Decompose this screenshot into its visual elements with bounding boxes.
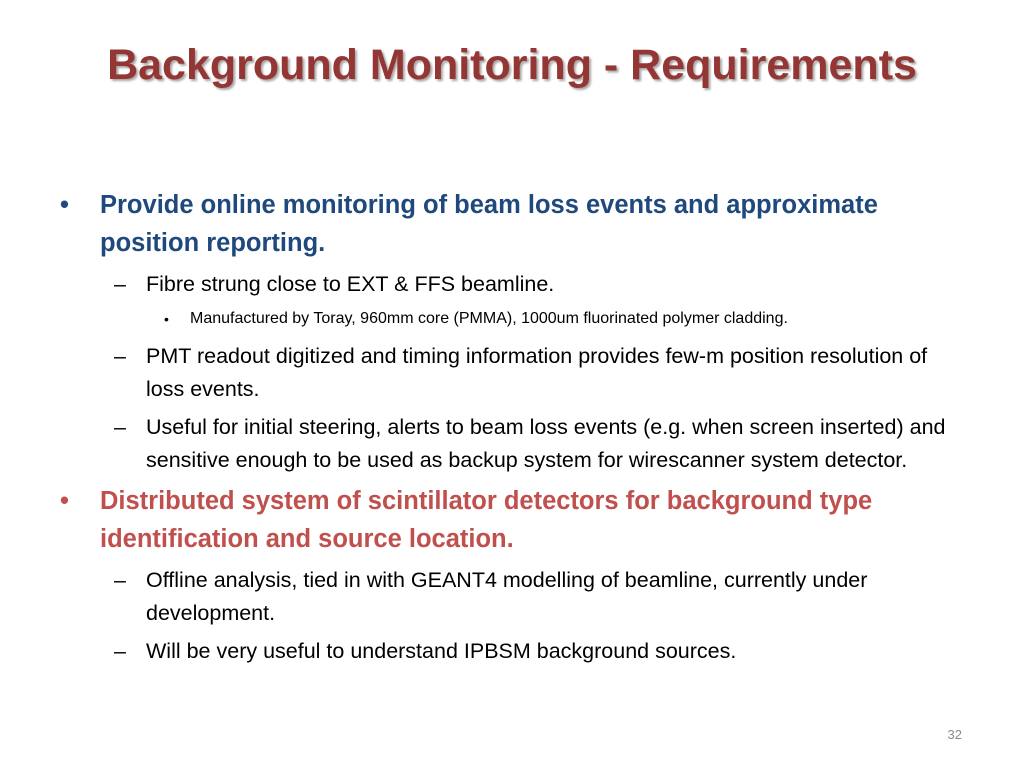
slide-body [60, 186, 970, 673]
subbullet-text: Offline analysis, tied in with GEANT4 modelling of beamline, currently under development. [146, 568, 868, 625]
dash-marker: – [114, 639, 126, 663]
page-number: 32 [947, 727, 962, 742]
bullet-monitoring [60, 186, 970, 262]
small-bullet-marker: • [164, 311, 169, 327]
subbullet-text: PMT readout digitized and timing information provides few-m position resolution of loss events. [146, 344, 928, 401]
dash-marker: – [114, 568, 126, 592]
subbullet-pmt [60, 340, 970, 406]
subsubbullet-text: Manufactured by Toray, 960mm core (PMMA), 1000um fluorinated polymer cladding. [190, 310, 788, 327]
bullet-scintillator [60, 482, 970, 558]
bullet-text: Distributed system of scintillator detectors for background type identification and source location. [100, 487, 873, 553]
dash-marker: – [114, 272, 126, 296]
subsubbullet-manufacturer [60, 306, 970, 332]
subbullet-fibre [60, 268, 970, 301]
bullet-marker: • [60, 191, 69, 219]
subbullet-text: Useful for initial steering, alerts to beam loss events (e.g. when screen inserted) and sensitive enough to be used as backup system for wirescanner system detector. [146, 415, 946, 472]
subbullet-offline [60, 564, 970, 630]
subbullet-ipbsm [60, 635, 970, 668]
subbullet-text: Fibre strung close to EXT & FFS beamline. [146, 272, 555, 296]
dash-marker: – [114, 415, 126, 439]
bullet-text: Provide online monitoring of beam loss events and approximate position reporting. [100, 191, 878, 257]
subbullet-text: Will be very useful to understand IPBSM background sources. [146, 639, 737, 663]
slide-title: Background Monitoring - Requirements [107, 41, 917, 89]
dash-marker: – [114, 344, 126, 368]
subbullet-steering [60, 411, 970, 477]
bullet-marker: • [60, 487, 69, 515]
